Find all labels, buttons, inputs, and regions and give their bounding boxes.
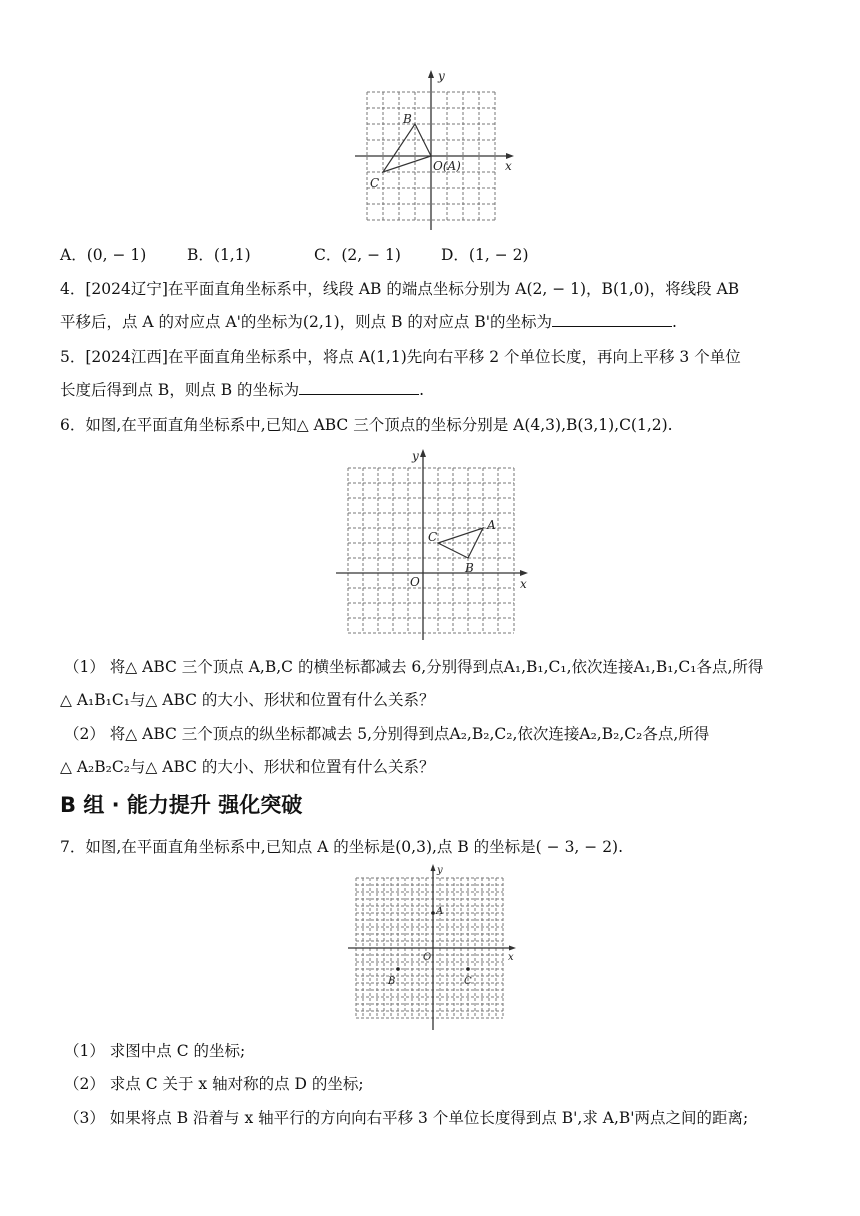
q5-line-2 [60, 379, 424, 401]
figure-2-label-b: B [465, 561, 474, 575]
figure-2-label-x: x [520, 577, 527, 591]
figure-2-svg [330, 446, 530, 642]
q5-line-1: 5．[2024江西]在平面直角坐标系中，将点 A(1,1)先向右平移 2 个单位长度，再向上平移 3 个单位 [60, 348, 741, 366]
figure-2-y-arrow [420, 449, 426, 457]
q3-options [60, 244, 529, 266]
figure-3-y-arrow [431, 864, 436, 871]
figure-3-label-a: A [436, 906, 444, 917]
q3-option-d: D．(1, − 2) [441, 246, 529, 264]
q6-stem: 6．如图,在平面直角坐标系中,已知△ ABC 三个顶点的坐标分别是 A(4,3),B(3,1),C(1,2). [60, 416, 673, 434]
q4-answer-blank [552, 311, 672, 327]
q7-part-2: （2） 求点 C 关于 x 轴对称的点 D 的坐标; [64, 1075, 364, 1093]
q7-stem: 7．如图,在平面直角坐标系中,已知点 A 的坐标是(0,3),点 B 的坐标是( − 3, − 2). [60, 838, 624, 856]
figure-2-x-arrow [520, 570, 528, 576]
figure-1-label-b: B [403, 112, 412, 126]
section-b-heading: B 组 · 能力提升 强化突破 [60, 793, 303, 817]
figure-1-label-x: x [505, 159, 512, 173]
q4-line-2-end: . [672, 313, 677, 331]
figure-3-svg [346, 862, 520, 1032]
q5-line-2-end: . [419, 381, 425, 399]
q4-line-2-text: 平移后，点 A 的对应点 A'的坐标为(2,1)，则点 B 的对应点 B'的坐标为 [60, 313, 552, 331]
figure-1-label-c: C [370, 176, 380, 190]
q3-option-a: A．(0, − 1) [60, 246, 147, 264]
figure-1-label-origin: O(A) [433, 159, 461, 173]
figure-1-coordinate-grid [350, 66, 520, 232]
figure-3-point-c [466, 967, 470, 971]
figure-1-label-y: y [438, 69, 445, 83]
figure-3-point-a [431, 911, 435, 915]
figure-3-label-b: B [388, 976, 396, 987]
q5-line-2-text: 长度后得到点 B，则点 B 的坐标为 [60, 381, 300, 399]
q3-option-b: B．(1,1) [187, 246, 251, 264]
q4-line-1: 4．[2024辽宁]在平面直角坐标系中，线段 AB 的端点坐标分别为 A(2, − 1)，B(1,0)，将线段 AB [60, 280, 740, 298]
figure-2-label-origin: O [410, 575, 420, 589]
q3-option-c: C．(2, − 1) [314, 246, 401, 264]
figure-2-coordinate-grid [330, 446, 530, 642]
figure-3-coordinate-grid [346, 862, 520, 1032]
q4-line-2 [60, 311, 677, 333]
figure-2-label-c: C [428, 530, 438, 544]
q6-part-2-line-1: （2） 将△ ABC 三个顶点的纵坐标都减去 5,分别得到点A₂,B₂,C₂,依次连接A₂,B₂,C₂各点,所得 [64, 725, 710, 743]
figure-1-svg [350, 66, 520, 232]
figure-3-point-b [396, 967, 400, 971]
figure-1-y-arrow [428, 70, 434, 78]
q6-part-2-line-2: △ A₂B₂C₂与△ ABC 的大小、形状和位置有什么关系？ [60, 758, 435, 776]
q6-part-1-line-1: （1） 将△ ABC 三个顶点 A,B,C 的横坐标都减去 6,分别得到点A₁,B₁,C₁,依次连接A₁,B₁,C₁各点,所得 [64, 658, 764, 676]
figure-2-label-y: y [412, 449, 419, 463]
figure-1-triangle [383, 124, 431, 172]
figure-3-label-origin: O [423, 952, 432, 963]
figure-3-label-y: y [437, 865, 443, 876]
q7-part-3: （3） 如果将点 B 沿着与 x 轴平行的方向向右平移 3 个单位长度得到点 B',求 A,B'两点之间的距离; [64, 1109, 749, 1127]
figure-2-label-a: A [487, 518, 496, 532]
q5-answer-blank [299, 379, 419, 395]
figure-3-label-c: C [464, 976, 472, 987]
figure-3-x-arrow [509, 946, 516, 951]
q7-part-1: （1） 求图中点 C 的坐标; [64, 1042, 246, 1060]
figure-2-grid [348, 468, 514, 633]
figure-3-label-x: x [508, 952, 514, 963]
q6-part-1-line-2: △ A₁B₁C₁与△ ABC 的大小、形状和位置有什么关系？ [60, 691, 435, 709]
